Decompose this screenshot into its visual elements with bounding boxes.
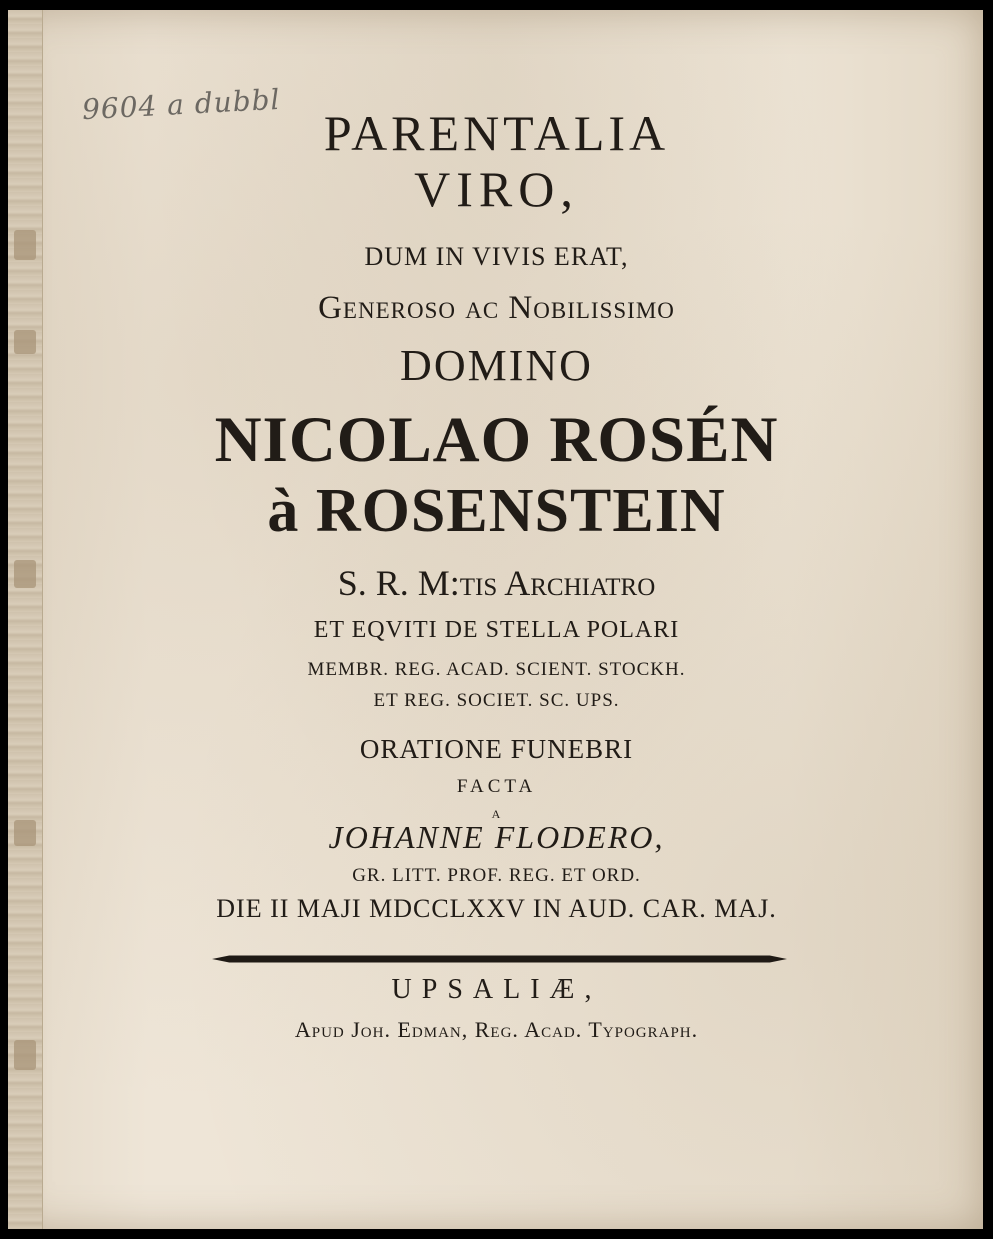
- line-facta: FACTA: [456, 776, 537, 797]
- honoree-order: ET EQVITI DE STELLA POLARI: [313, 617, 680, 643]
- honoree-membership: MEMBR. REG. ACAD. SCIENT. STOCKH.: [307, 659, 686, 680]
- honoree-name-line1: NICOLAO ROSÉN: [214, 404, 779, 476]
- line-generoso: Generoso ac Nobilissimo: [318, 290, 675, 326]
- imprint-printer: Apud Joh. Edman, Reg. Acad. Typograph.: [294, 1017, 699, 1042]
- title-viro: VIRO,: [414, 161, 579, 217]
- handwritten-shelf-note: 9604 a dubbl: [81, 82, 282, 127]
- honoree-name-line2: à ROSENSTEIN: [267, 477, 726, 545]
- line-domino: DOMINO: [400, 341, 593, 390]
- imprint-place: UPSALIÆ,: [391, 974, 602, 1005]
- ornamental-rule: [212, 954, 787, 964]
- line-oratione-funebri: ORATIONE FUNEBRI: [359, 734, 634, 764]
- line-dum-in-vivis: DUM IN VIVIS ERAT,: [364, 242, 629, 271]
- honoree-office: S. R. M:tis Archiatro: [337, 563, 656, 603]
- line-a: A: [491, 807, 502, 821]
- honoree-society: ET REG. SOCIET. SC. UPS.: [373, 690, 620, 711]
- author-name: JOHANNE FLODERO,: [328, 819, 665, 855]
- oration-date: DIE II MAJI MDCCLXXV IN AUD. CAR. MAJ.: [216, 894, 777, 923]
- main-title: PARENTALIA: [323, 105, 670, 161]
- author-title: GR. LITT. PROF. REG. ET ORD.: [352, 865, 641, 886]
